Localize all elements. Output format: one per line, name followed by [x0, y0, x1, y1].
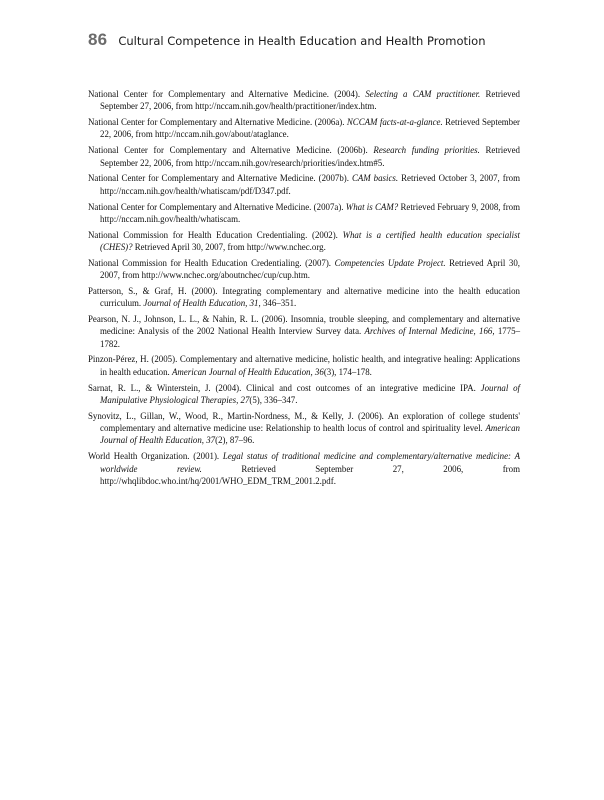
reference-text: Retrieved April 30, 2007, from http://www.nchec.org.	[132, 241, 326, 252]
reference-text: National Commission for Health Education Credentialing. (2002).	[88, 229, 343, 240]
reference-entry	[88, 116, 520, 141]
reference-title: Competencies Update Project.	[334, 257, 446, 268]
reference-text: National Center for Complementary and Alternative Medicine. (2006a).	[88, 117, 347, 128]
reference-title: What is CAM?	[345, 201, 399, 212]
reference-entry	[88, 410, 520, 447]
reference-text: Retrieved September 27, 2006, from http://nccam.nih.gov/health/practitioner/index.htm.	[100, 89, 520, 112]
reference-text: (3), 174–178.	[323, 366, 372, 377]
reference-title: American Journal of Health Education, 36	[171, 366, 324, 377]
reference-entry	[88, 353, 520, 378]
reference-title: What is a certified health education specialist (CHES)?	[100, 229, 521, 252]
reference-title: Legal status of traditional medicine and complementary/alternative medicine: A worldwide review.	[100, 451, 520, 474]
reference-text: Sarnat, R. L., & Winterstein, J. (2004). Clinical and cost outcomes of an integrative medicine IPA.	[88, 382, 481, 393]
reference-entry	[88, 201, 520, 226]
reference-text: Pearson, N. J., Johnson, L. L., & Nahin, R. L. (2006). Insomnia, trouble sleeping, and complementary and alternative medicine: Analysis of the 2002 National Health Interview Survey data.	[88, 314, 520, 337]
reference-text: Retrieved September 27, 2006, from http://whqlibdoc.who.int/hq/2001/WHO_EDM_TRM_2001.2.pdf.	[100, 463, 520, 486]
reference-text: World Health Organization. (2001).	[88, 451, 223, 462]
reference-text: 1775–1782.	[100, 326, 521, 349]
reference-text: Retrieved October 3, 2007, from http://nccam.nih.gov/health/whatiscam/pdf/D347.pdf.	[100, 173, 520, 196]
reference-entry	[88, 229, 520, 254]
reference-text: Retrieved April 30, 2007, from http://www.nchec.org/aboutnchec/cup/cup.htm.	[100, 257, 521, 281]
reference-text: National Commission for Health Education Credentialing. (2007).	[88, 257, 335, 268]
reference-text: 346–351.	[260, 298, 297, 309]
reference-text: National Center for Complementary and Alternative Medicine. (2007a).	[88, 201, 346, 212]
reference-entry	[88, 382, 520, 407]
reference-text: National Center for Complementary and Alternative Medicine. (2007b).	[88, 173, 352, 184]
reference-list	[88, 88, 520, 491]
reference-title: Research funding priorities.	[373, 145, 480, 156]
reference-title: Selecting a CAM practitioner.	[365, 89, 481, 99]
reference-title: Journal of Manipulative Physiological Therapies, 27	[100, 382, 520, 405]
reference-entry	[88, 257, 520, 282]
page-header	[88, 30, 486, 50]
reference-title: Journal of Health Education, 31,	[143, 298, 261, 309]
reference-title: NCCAM facts-at-a-glance.	[346, 117, 443, 128]
reference-text: Pinzon-Pérez, H. (2005). Complementary and alternative medicine, holistic health, and integrative healing: Applications in health education.	[88, 354, 520, 377]
reference-entry	[88, 172, 520, 197]
reference-text: (2), 87–96.	[215, 435, 255, 446]
reference-title: Archives of Internal Medicine, 166,	[364, 326, 495, 337]
page-number: 86	[88, 30, 108, 49]
reference-entry	[88, 144, 520, 169]
reference-entry	[88, 450, 520, 487]
reference-text: Synovitz, L., Gillan, W., Wood, R., Martin-Nordness, M., & Kelly, J. (2006). An exploration of college students' complementary and alternative medicine use: Relationship to health locus of control and spirituality level.	[88, 410, 520, 434]
reference-text: Patterson, S., & Graf, H. (2000). Integrating complementary and alternative medicine into the health education curriculum.	[88, 285, 520, 309]
running-title: Cultural Competence in Health Education and Health Promotion	[118, 34, 486, 48]
reference-title: American Journal of Health Education, 37	[100, 423, 520, 446]
reference-text: Retrieved September 22, 2006, from http://nccam.nih.gov/research/priorities/index.htm#5.	[100, 145, 520, 168]
reference-text: (5), 336–347.	[249, 394, 298, 405]
reference-text: National Center for Complementary and Alternative Medicine. (2004).	[88, 89, 366, 99]
reference-entry	[88, 88, 520, 113]
reference-text: Retrieved February 9, 2008, from http://nccam.nih.gov/health/whatiscam.	[100, 201, 521, 224]
reference-text: Retrieved September 22, 2006, from http://nccam.nih.gov/about/ataglance.	[100, 117, 521, 140]
reference-title: CAM basics.	[351, 173, 399, 184]
reference-entry	[88, 285, 520, 310]
reference-entry	[88, 313, 520, 350]
reference-text: National Center for Complementary and Alternative Medicine. (2006b).	[88, 145, 374, 156]
